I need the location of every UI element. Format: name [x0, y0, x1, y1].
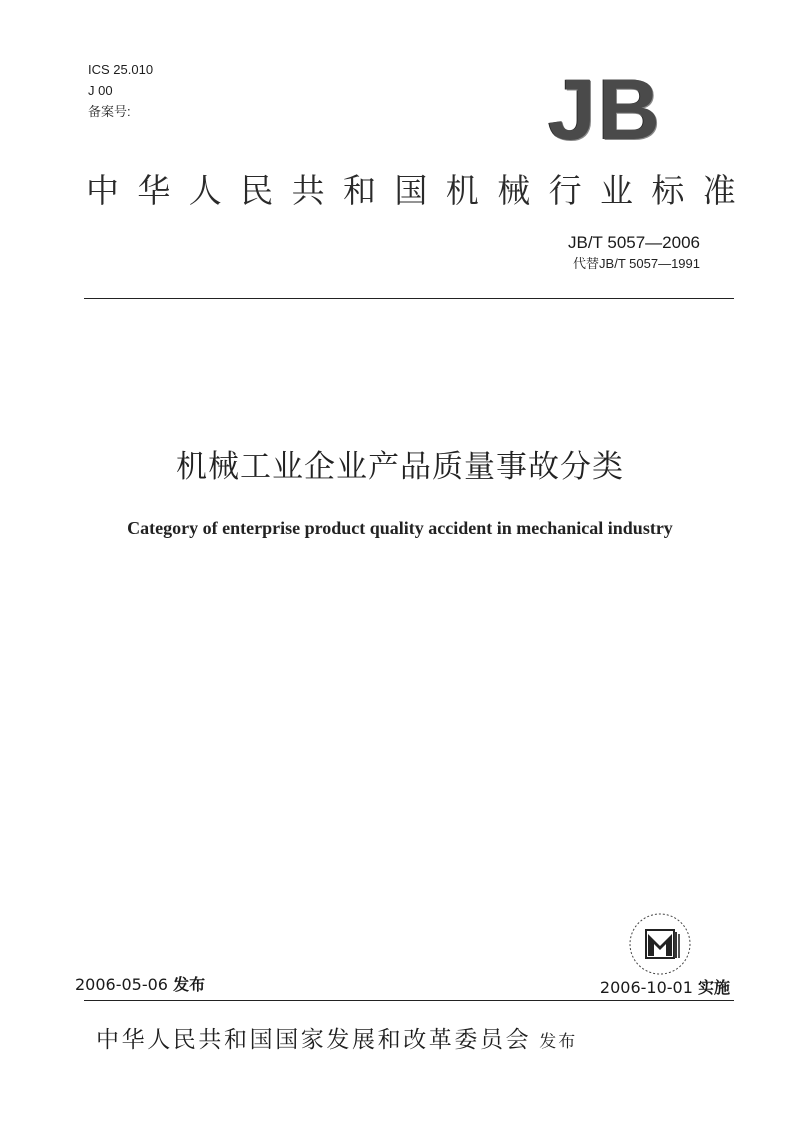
document-title-english: Category of enterprise product quality accident in mechanical industry [127, 518, 673, 538]
issuer-name: 中华人民共和国国家发展和改革委员会 [96, 1027, 532, 1053]
issuing-authority [96, 1024, 577, 1058]
standard-metadata [88, 59, 153, 122]
issuer-action: 发布 [539, 1032, 578, 1052]
footer-divider [84, 1000, 734, 1001]
jb-logo: JB [548, 62, 662, 158]
document-title-chinese: 机械工业企业产品质量事故分类 [176, 449, 624, 485]
implement-label: 实施 [697, 978, 730, 997]
replaces-standard: 代替JB/T 5057—1991 [573, 256, 700, 271]
publish-label: 发布 [173, 975, 206, 994]
implement-date [600, 976, 730, 1000]
industry-standard-heading: 中华人民共和国机械行业标准 [86, 171, 755, 210]
ics-code: ICS 25.010 [88, 62, 154, 77]
publish-date [75, 973, 205, 997]
publisher-seal-icon [628, 912, 692, 976]
standard-code-block [568, 232, 700, 274]
publish-date-value: 2006-05-06 [75, 975, 168, 994]
ccs-code: J 00 [88, 83, 113, 98]
standard-code: JB/T 5057—2006 [568, 233, 700, 252]
header-divider [84, 298, 734, 299]
implement-date-value: 2006-10-01 [599, 978, 693, 997]
record-number-label: 备案号: [88, 104, 131, 119]
